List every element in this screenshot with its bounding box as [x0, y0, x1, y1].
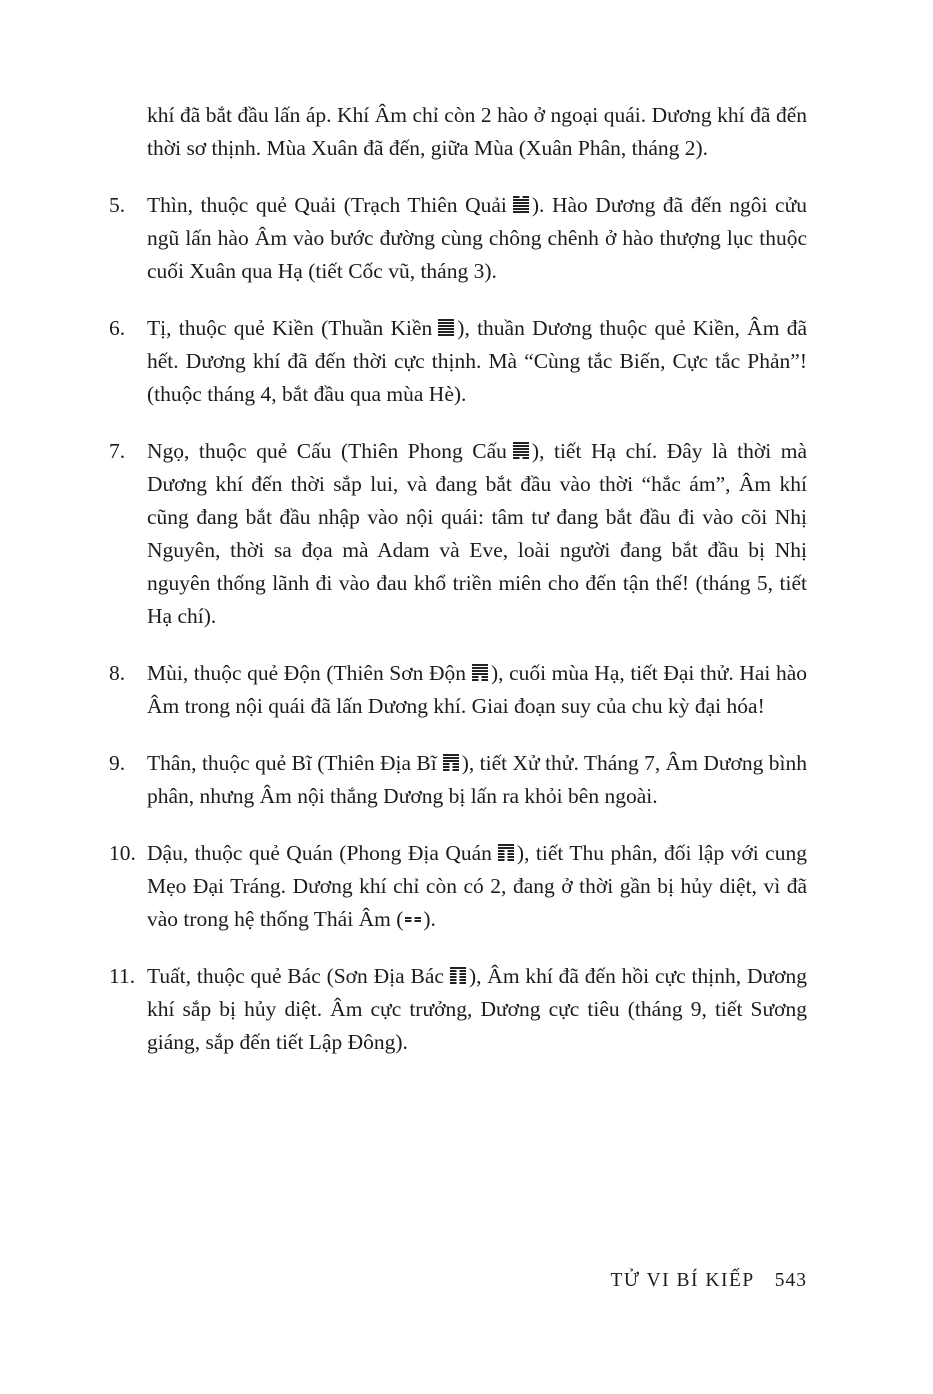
item-number: 11.: [109, 964, 136, 988]
item-text-segment: ).: [423, 907, 436, 931]
hexagram-icon: [443, 754, 459, 772]
hexagram-icon: [513, 442, 529, 460]
item-text-segment: ), thuần Dương thuộc quẻ Kiền, Âm đã hết. Dương khí đã đến thời cực thịnh. Mà “Cùng tắc Biến, Cực tắc Phản”! (thuộc tháng 4, bắt đầu qua mùa Hè).: [147, 316, 807, 406]
hexagram-icon: [450, 967, 466, 985]
yin-digram-icon: [405, 917, 421, 923]
page-content: [109, 99, 807, 1059]
item-text: [147, 189, 807, 288]
hexagram-icon: [438, 319, 454, 337]
hexagram-icon: [472, 664, 488, 682]
intro-paragraph: khí đã bắt đầu lấn áp. Khí Âm chỉ còn 2 hào ở ngoại quái. Dương khí đã đến thời sơ thịnh. Mùa Xuân đã đến, giữa Mùa (Xuân Phân, tháng 2).: [147, 103, 807, 160]
item-text: [147, 837, 807, 936]
item-text: [147, 312, 807, 411]
item-number: 10.: [109, 841, 136, 865]
item-text-segment: ), tiết Hạ chí. Đây là thời mà Dương khí đến thời sắp lui, và đang bắt đầu vào thời “hắc ám”, Âm khí cũng đang bắt đầu nhập vào nội quái: tâm tư đang bắt đầu đi vào cõi Nhị Nguyên, thời sa đọa mà Adam và Eve, loài người đang bắt đầu bị Nhị nguyên thống lãnh đi vào đau khổ triền miên cho đến tận thế! (tháng 5, tiết Hạ chí).: [147, 439, 807, 628]
item-text: [147, 657, 807, 723]
item-text-segment: ). Hào Dương đã đến ngôi cửu ngũ lấn hào Âm vào bước đường cùng chông chênh ở hào thượng lục thuộc cuối Xuân qua Hạ (tiết Cốc vũ, tháng 3).: [147, 193, 807, 283]
item-text-segment: Thân, thuộc quẻ Bĩ (Thiên Địa Bĩ: [147, 751, 437, 775]
item-number: 7.: [109, 439, 126, 463]
item-text-segment: Dậu, thuộc quẻ Quán (Phong Địa Quán: [147, 841, 492, 865]
item-text-segment: ), cuối mùa Hạ, tiết Đại thử. Hai hào Âm trong nội quái đã lấn Dương khí. Giai đoạn suy của chu kỳ đại hóa!: [147, 661, 807, 718]
list-item: [109, 435, 807, 633]
item-text: [147, 960, 807, 1059]
list-item: [109, 189, 807, 288]
list-item: [109, 747, 807, 813]
item-text-segment: ), Âm khí đã đến hồi cực thịnh, Dương khí sắp bị hủy diệt. Âm cực trưởng, Dương cực tiêu (tháng 9, tiết Sương giáng, sắp đến tiết Lập Đông).: [147, 964, 807, 1054]
hexagram-icon: [498, 844, 514, 862]
list-item: [109, 960, 807, 1059]
hexagram-icon: [513, 196, 529, 214]
numbered-list: [109, 189, 807, 1059]
list-item: [109, 837, 807, 936]
running-title: TỬ VI BÍ KIẾP: [610, 1270, 755, 1291]
item-text-segment: ), tiết Thu phân, đối lập với cung Mẹo Đại Tráng. Dương khí chỉ còn có 2, đang ở thời gần bị hủy diệt, vì đã vào trong hệ thống Thái Âm (: [147, 841, 807, 931]
item-text-segment: ), tiết Xử thử. Tháng 7, Âm Dương bình phân, nhưng Âm nội thắng Dương bị lấn ra khỏi bên ngoài.: [147, 751, 807, 808]
item-text-segment: Tị, thuộc quẻ Kiền (Thuần Kiền: [147, 316, 433, 340]
item-text: [147, 747, 807, 813]
item-text: [147, 435, 807, 633]
item-text-segment: Tuất, thuộc quẻ Bác (Sơn Địa Bác: [147, 964, 444, 988]
item-number: 5.: [109, 193, 126, 217]
item-number: 8.: [109, 661, 126, 685]
page-footer: [611, 1270, 807, 1292]
list-item: [109, 312, 807, 411]
item-number: 9.: [109, 751, 126, 775]
item-number: 6.: [109, 316, 126, 340]
item-text-segment: Ngọ, thuộc quẻ Cấu (Thiên Phong Cấu: [147, 439, 507, 463]
list-item: [109, 657, 807, 723]
item-text-segment: Mùi, thuộc quẻ Độn (Thiên Sơn Độn: [147, 661, 466, 685]
item-text-segment: Thìn, thuộc quẻ Quải (Trạch Thiên Quải: [147, 193, 507, 217]
page-number: 543: [774, 1270, 807, 1291]
